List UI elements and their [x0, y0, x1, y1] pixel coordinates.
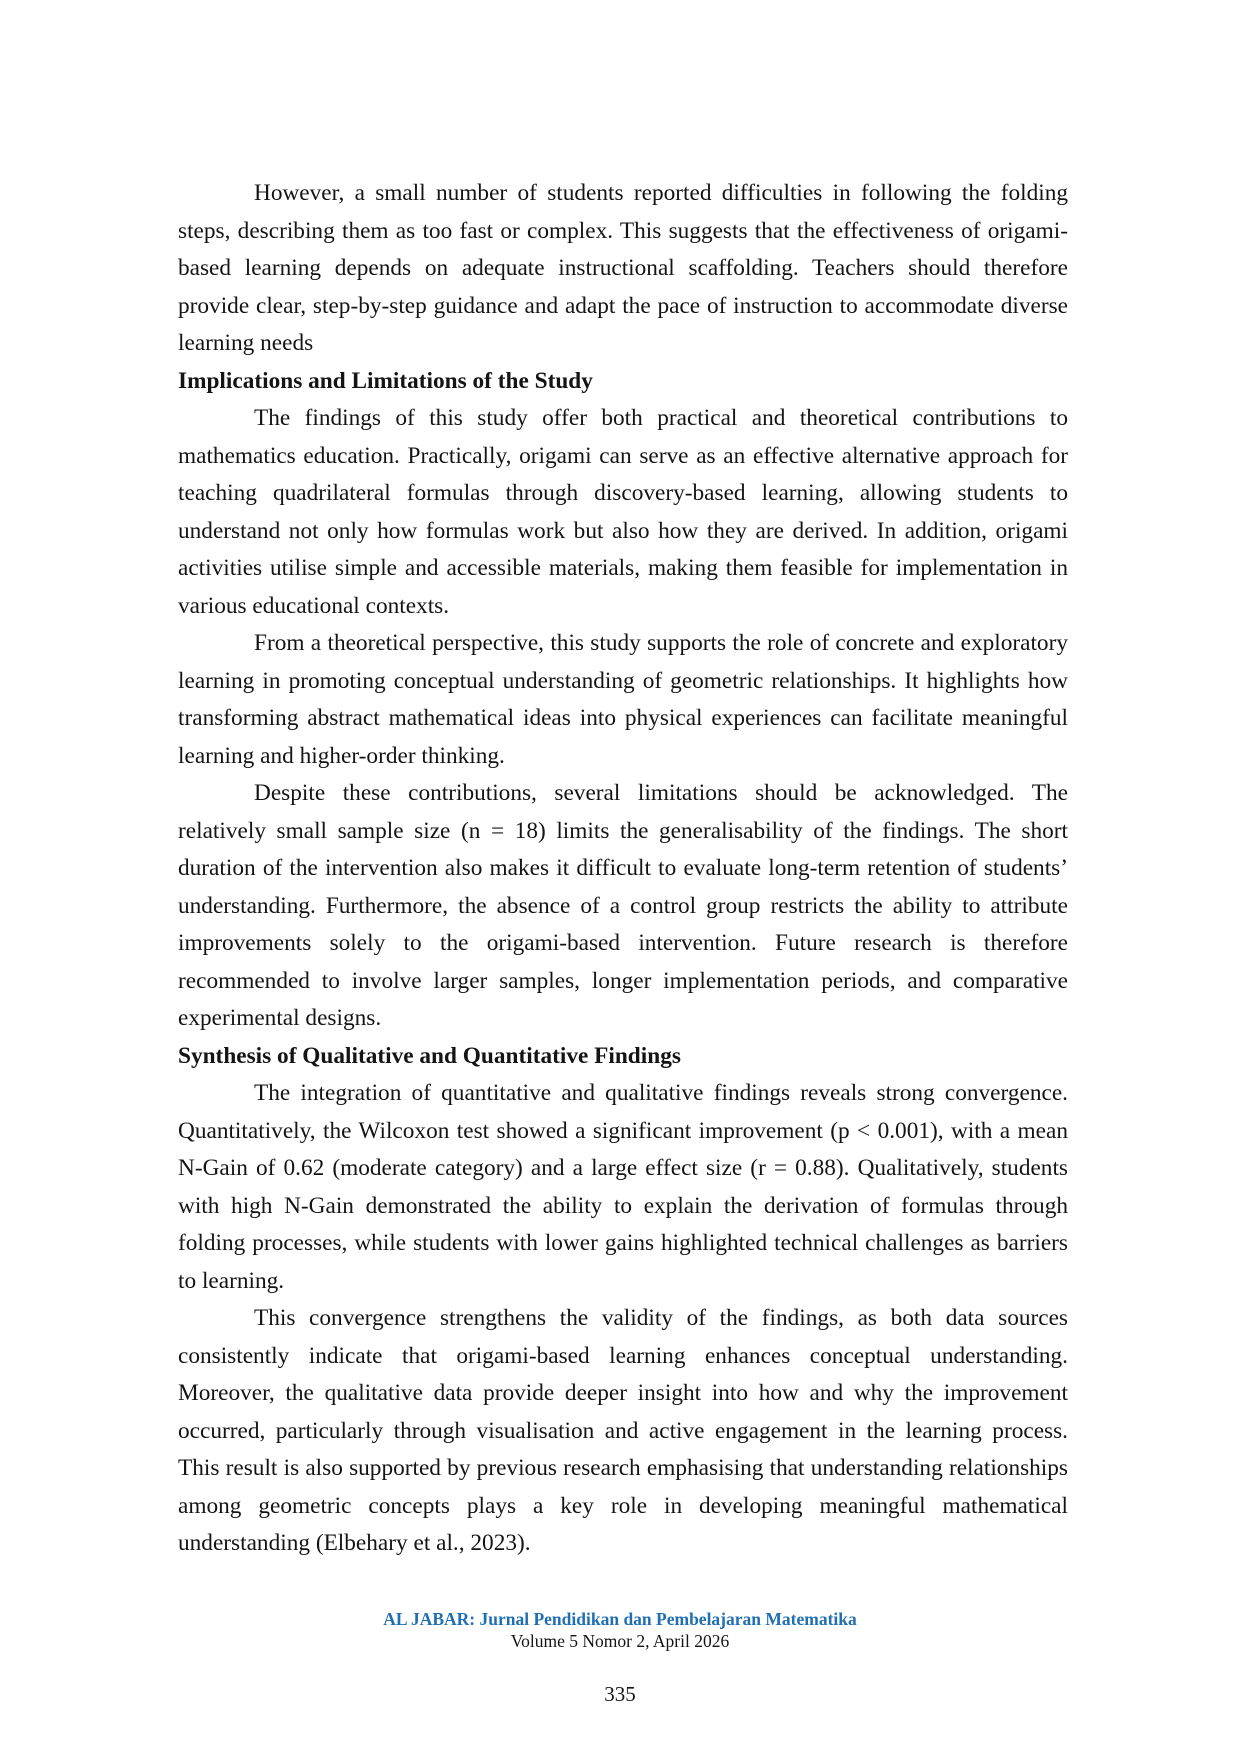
journal-volume: Volume 5 Nomor 2, April 2026 — [510, 1631, 730, 1651]
paragraph: The findings of this study offer both practical and theoretical contributions to mathematics education. Practically, origami can serve as an effective alternative approach for teaching quadrilateral formulas through discovery-based learning, allowing students to understand not only how formulas work but also how they are derived. In addition, origami activities utilise simple and accessible materials, making them feasible for implementation in various educational contexts. — [178, 405, 1068, 619]
section-heading: Synthesis of Qualitative and Quantitative Findings — [178, 1042, 681, 1069]
page-number: 335 — [604, 1682, 636, 1706]
paragraph: This convergence strengthens the validity of the findings, as both data sources consistently indicate that origami-based learning enhances conceptual understanding. Moreover, the qualitative data provide deeper insight into how and why the improvement occurred, particularly through visualisation and active engagement in the learning process. This result is also supported by previous research emphasising that understanding relationships among geometric concepts plays a key role in developing meaningful mathematical understanding (Elbehary et al., 2023). — [178, 1305, 1068, 1556]
paragraph: However, a small number of students reported difficulties in following the folding steps, describing them as too fast or complex. This suggests that the effectiveness of origami-based learning depends on adequate instructional scaffolding. Teachers should therefore provide clear, step-by-step guidance and adapt the pace of instruction to accommodate diverse learning needs — [178, 180, 1068, 356]
paragraph: Despite these contributions, several limitations should be acknowledged. The relatively small sample size (n = 18) limits the generalisability of the findings. The short duration of the intervention also makes it difficult to evaluate long-term retention of students’ understanding. Furthermore, the absence of a control group restricts the ability to attribute improvements solely to the origami-based intervention. Future research is therefore recommended to involve larger samples, longer implementation periods, and comparative experimental designs. — [178, 780, 1068, 1031]
paragraph: The integration of quantitative and qualitative findings reveals strong convergence. Quantitatively, the Wilcoxon test showed a significant improvement (p < 0.001), with a mean N-Gain of 0.62 (moderate category) and a large effect size (r = 0.88). Qualitatively, students with high N-Gain demonstrated the ability to explain the derivation of formulas through folding processes, while students with lower gains highlighted technical challenges as barriers to learning. — [178, 1080, 1068, 1294]
page-footer — [0, 1608, 1240, 1652]
article-body — [178, 175, 1068, 1563]
paragraph: From a theoretical perspective, this study supports the role of concrete and exploratory learning in promoting conceptual understanding of geometric relationships. It highlights how transforming abstract mathematical ideas into physical experiences can facilitate meaningful learning and higher-order thinking. — [178, 630, 1068, 769]
section-heading: Implications and Limitations of the Study — [178, 367, 593, 394]
journal-title: AL JABAR: Jurnal Pendidikan dan Pembelajaran Matematika — [383, 1609, 857, 1629]
